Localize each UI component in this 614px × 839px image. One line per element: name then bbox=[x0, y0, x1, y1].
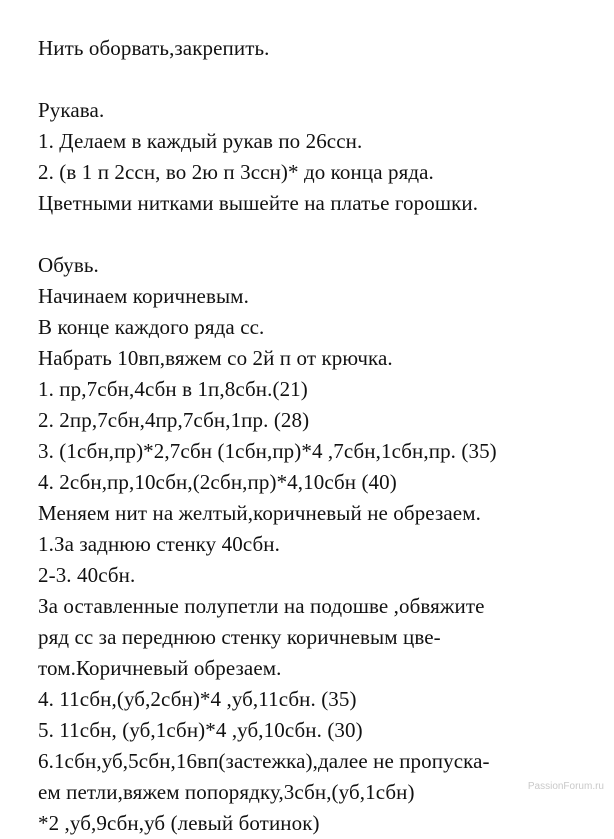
pattern-row: 6.1сбн,уб,5сбн,16вп(застежка),далее не пропуска- bbox=[38, 749, 490, 773]
document-text bbox=[38, 33, 598, 839]
pattern-row: 1. пр,7сбн,4сбн в 1п,8сбн.(21) bbox=[38, 377, 308, 401]
pattern-row: 2. 2пр,7сбн,4пр,7сбн,1пр. (28) bbox=[38, 408, 310, 432]
section-title-sleeves: Рукава. bbox=[38, 98, 105, 122]
pattern-row: 5. 11сбн, (уб,1сбн)*4 ,уб,10сбн. (30) bbox=[38, 718, 363, 742]
pattern-row: 4. 11сбн,(уб,2сбн)*4 ,уб,11сбн. (35) bbox=[38, 687, 357, 711]
spacer bbox=[38, 219, 598, 250]
section-title-shoes: Обувь. bbox=[38, 253, 99, 277]
sleeves-row-2: 2. (в 1 п 2ссн, во 2ю п 3ссн)* до конца ряда. bbox=[38, 160, 434, 184]
shoes-line: Начинаем коричневым. bbox=[38, 284, 249, 308]
pattern-row: 4. 2сбн,пр,10сбн,(2сбн,пр)*4,10сбн (40) bbox=[38, 470, 397, 494]
pattern-row: 2-3. 40сбн. bbox=[38, 563, 136, 587]
pattern-row: *2 ,уб,9сбн,уб (левый ботинок) bbox=[38, 811, 320, 835]
shoes-line: В конце каждого ряда сс. bbox=[38, 315, 265, 339]
pattern-row: 1.За заднюю стенку 40сбн. bbox=[38, 532, 280, 556]
pattern-row: 3. (1сбн,пр)*2,7сбн (1сбн,пр)*4 ,7сбн,1сбн,пр. (35) bbox=[38, 439, 497, 463]
watermark: PassionForum.ru bbox=[527, 781, 604, 792]
sleeves-note: Цветными нитками вышейте на платье горошки. bbox=[38, 191, 479, 215]
pattern-row: ем петли,вяжем попорядку,3сбн,(уб,1сбн) bbox=[38, 780, 415, 804]
instruction-line: том.Коричневый обрезаем. bbox=[38, 656, 282, 680]
instruction-line: За оставленные полупетли на подошве ,обвяжите bbox=[38, 594, 485, 618]
instruction-line: Меняем нит на желтый,коричневый не обрезаем. bbox=[38, 501, 481, 525]
sleeves-row-1: 1. Делаем в каждый рукав по 26ссн. bbox=[38, 129, 363, 153]
instruction-line: ряд сс за переднюю стенку коричневым цве- bbox=[38, 625, 441, 649]
text-line: Нить оборвать,закрепить. bbox=[38, 36, 270, 60]
shoes-line: Набрать 10вп,вяжем со 2й п от крючка. bbox=[38, 346, 393, 370]
spacer bbox=[38, 64, 598, 95]
